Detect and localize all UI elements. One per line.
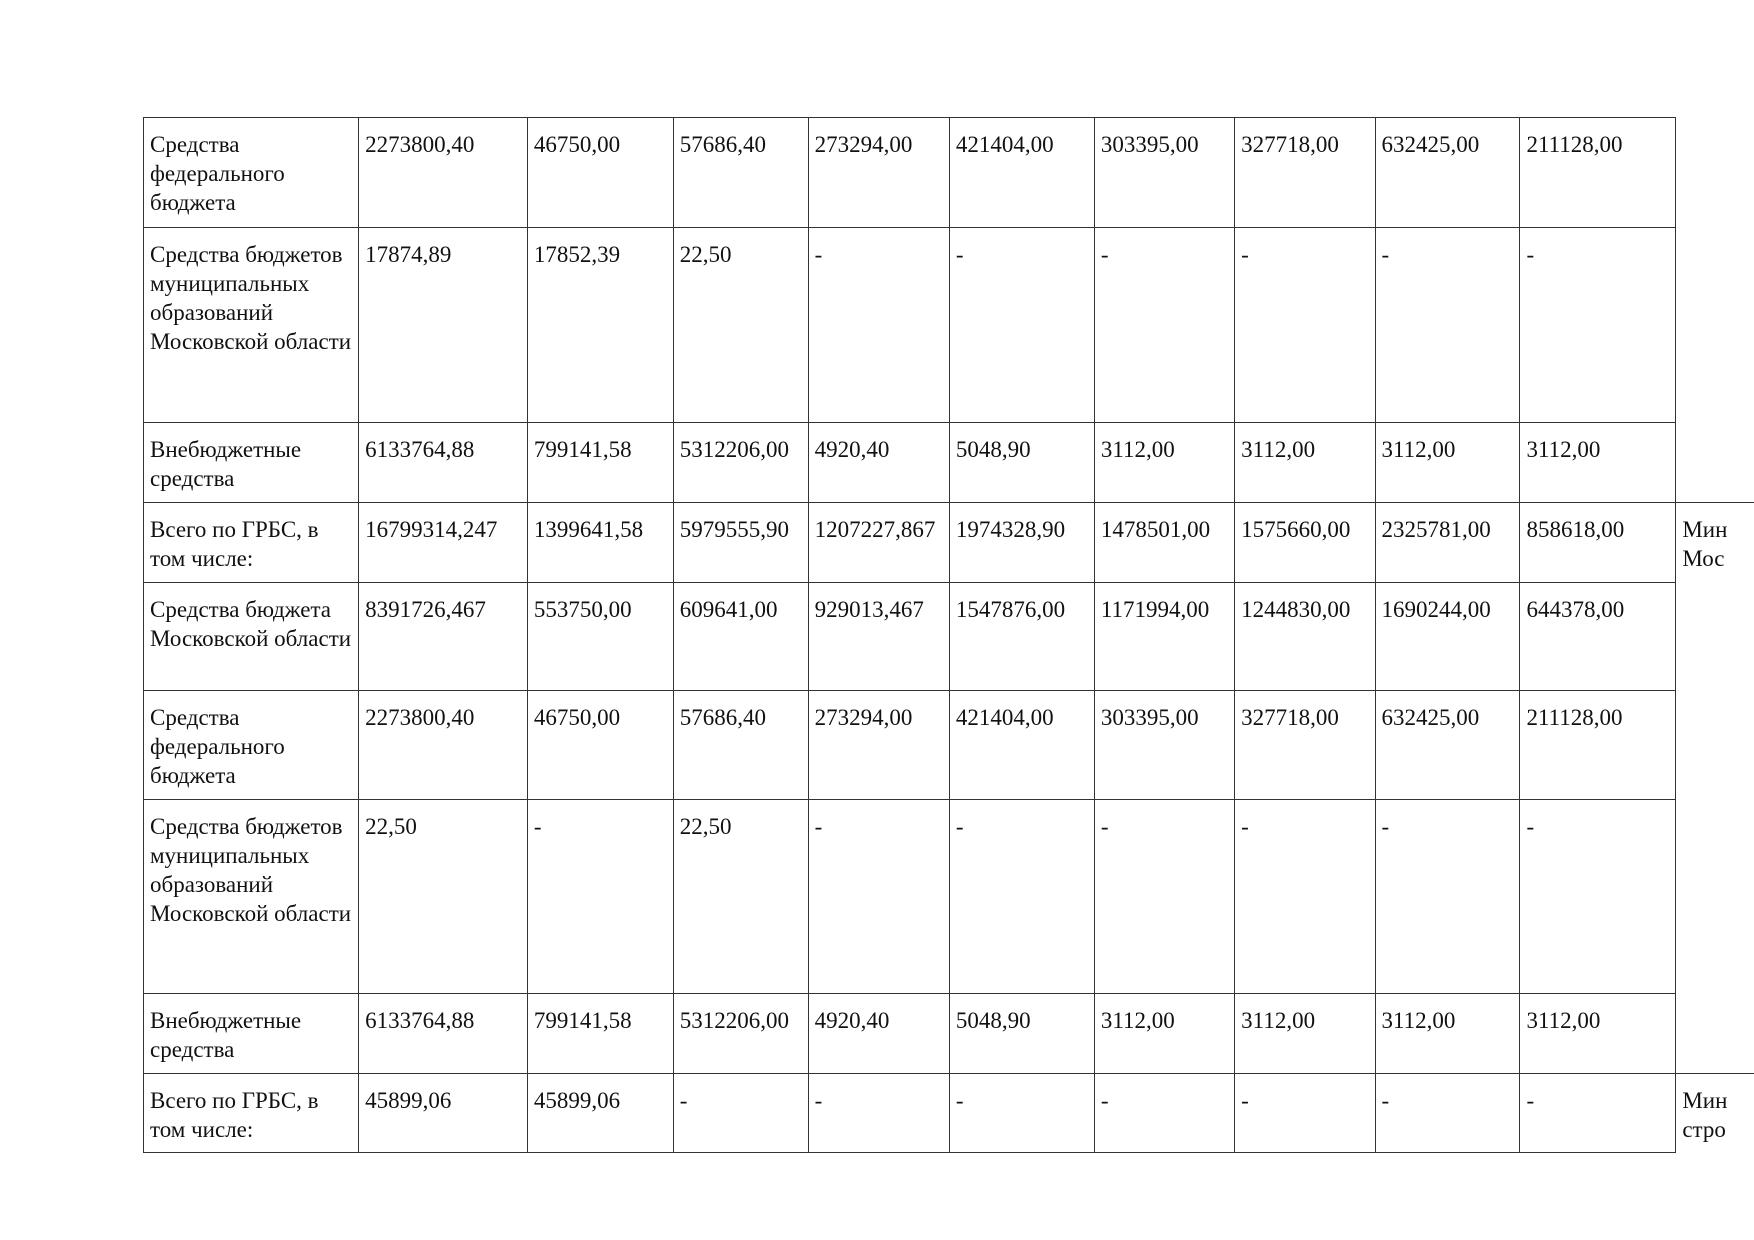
value-cell: 609641,00 [673,583,808,691]
value-cell: 273294,00 [808,118,949,228]
value-cell: 3112,00 [1235,423,1375,503]
value-cell: 929013,467 [808,583,949,691]
value-cell: 1974328,90 [949,503,1094,583]
value-cell: - [1375,228,1520,423]
value-cell: 1575660,00 [1235,503,1375,583]
value-cell: 5048,90 [949,423,1094,503]
value-cell: 17874,89 [359,228,528,423]
value-cell: - [1094,800,1234,994]
value-cell: 2325781,00 [1375,503,1520,583]
value-cell: 644378,00 [1520,583,1676,691]
value-cell: 211128,00 [1520,118,1676,228]
funding-source-label: Средства бюджетов муниципальных образований Московской области [144,800,359,994]
value-cell: 45899,06 [527,1074,673,1153]
value-cell: 858618,00 [1520,503,1676,583]
value-cell: - [1235,228,1375,423]
funding-source-label: Всего по ГРБС, в том числе: [144,503,359,583]
responsible-executor-line2: Мос [1682,546,1725,571]
responsible-executor-line2: стро [1682,1117,1726,1142]
value-cell: 46750,00 [527,691,673,800]
value-cell: - [1235,800,1375,994]
value-cell: - [1235,1074,1375,1153]
value-cell: 3112,00 [1375,423,1520,503]
value-cell: - [808,1074,949,1153]
value-cell: 3112,00 [1094,423,1234,503]
value-cell: 5312206,00 [673,423,808,503]
responsible-executor-cell [1676,1074,1754,1153]
value-cell: 1399641,58 [527,503,673,583]
value-cell: 799141,58 [527,994,673,1074]
value-cell: - [949,800,1094,994]
value-cell: 6133764,88 [359,994,528,1074]
value-cell: - [949,1074,1094,1153]
table-row [144,583,1754,691]
value-cell: 22,50 [673,800,808,994]
value-cell: 303395,00 [1094,691,1234,800]
responsible-executor-line1: Мин [1682,1088,1728,1113]
table-row [144,994,1754,1074]
funding-source-label: Внебюджетные средства [144,994,359,1074]
value-cell: 327718,00 [1235,118,1375,228]
value-cell: 1478501,00 [1094,503,1234,583]
value-cell: 421404,00 [949,691,1094,800]
value-cell: 303395,00 [1094,118,1234,228]
value-cell: - [1375,800,1520,994]
value-cell: 632425,00 [1375,118,1520,228]
value-cell: 3112,00 [1094,994,1234,1074]
value-cell: 1207227,867 [808,503,949,583]
value-cell: 799141,58 [527,423,673,503]
value-cell: 22,50 [359,800,528,994]
value-cell: - [1094,1074,1234,1153]
table-row [144,118,1754,228]
value-cell: 273294,00 [808,691,949,800]
value-cell: 4920,40 [808,994,949,1074]
value-cell: 22,50 [673,228,808,423]
value-cell: 211128,00 [1520,691,1676,800]
value-cell: - [949,228,1094,423]
value-cell: 421404,00 [949,118,1094,228]
value-cell: 1690244,00 [1375,583,1520,691]
value-cell: 16799314,247 [359,503,528,583]
value-cell: 17852,39 [527,228,673,423]
value-cell: 5048,90 [949,994,1094,1074]
table-row [144,800,1754,994]
funding-source-label: Средства федерального бюджета [144,691,359,800]
value-cell: 2273800,40 [359,118,528,228]
budget-funding-table [143,117,1754,1153]
value-cell: - [1094,228,1234,423]
table-row [144,228,1754,423]
value-cell: 57686,40 [673,118,808,228]
funding-source-label: Средства федерального бюджета [144,118,359,228]
value-cell: 632425,00 [1375,691,1520,800]
value-cell: 3112,00 [1520,994,1676,1074]
value-cell: 57686,40 [673,691,808,800]
value-cell: - [1520,1074,1676,1153]
value-cell: - [1520,228,1676,423]
value-cell: 8391726,467 [359,583,528,691]
value-cell: 1547876,00 [949,583,1094,691]
table-row [144,503,1754,583]
table-row [144,691,1754,800]
funding-source-label: Средства бюджетов муниципальных образований Московской области [144,228,359,423]
value-cell: 46750,00 [527,118,673,228]
value-cell: 2273800,40 [359,691,528,800]
value-cell: 5979555,90 [673,503,808,583]
funding-source-label: Средства бюджета Московской области [144,583,359,691]
value-cell: 3112,00 [1375,994,1520,1074]
value-cell: 3112,00 [1235,994,1375,1074]
value-cell: 1171994,00 [1094,583,1234,691]
table-row [144,423,1754,503]
funding-source-label: Всего по ГРБС, в том числе: [144,1074,359,1153]
value-cell: - [808,800,949,994]
value-cell: - [527,800,673,994]
value-cell: 45899,06 [359,1074,528,1153]
value-cell: 327718,00 [1235,691,1375,800]
value-cell: 5312206,00 [673,994,808,1074]
responsible-executor-cell [1676,503,1754,1074]
table-row [144,1074,1754,1153]
value-cell: 1244830,00 [1235,583,1375,691]
value-cell: - [1520,800,1676,994]
funding-source-label: Внебюджетные средства [144,423,359,503]
value-cell: - [808,228,949,423]
value-cell: 3112,00 [1520,423,1676,503]
value-cell: - [1375,1074,1520,1153]
responsible-executor-cell [1676,118,1754,503]
responsible-executor-line1: Мин [1682,517,1728,542]
value-cell: - [673,1074,808,1153]
value-cell: 4920,40 [808,423,949,503]
value-cell: 6133764,88 [359,423,528,503]
value-cell: 553750,00 [527,583,673,691]
